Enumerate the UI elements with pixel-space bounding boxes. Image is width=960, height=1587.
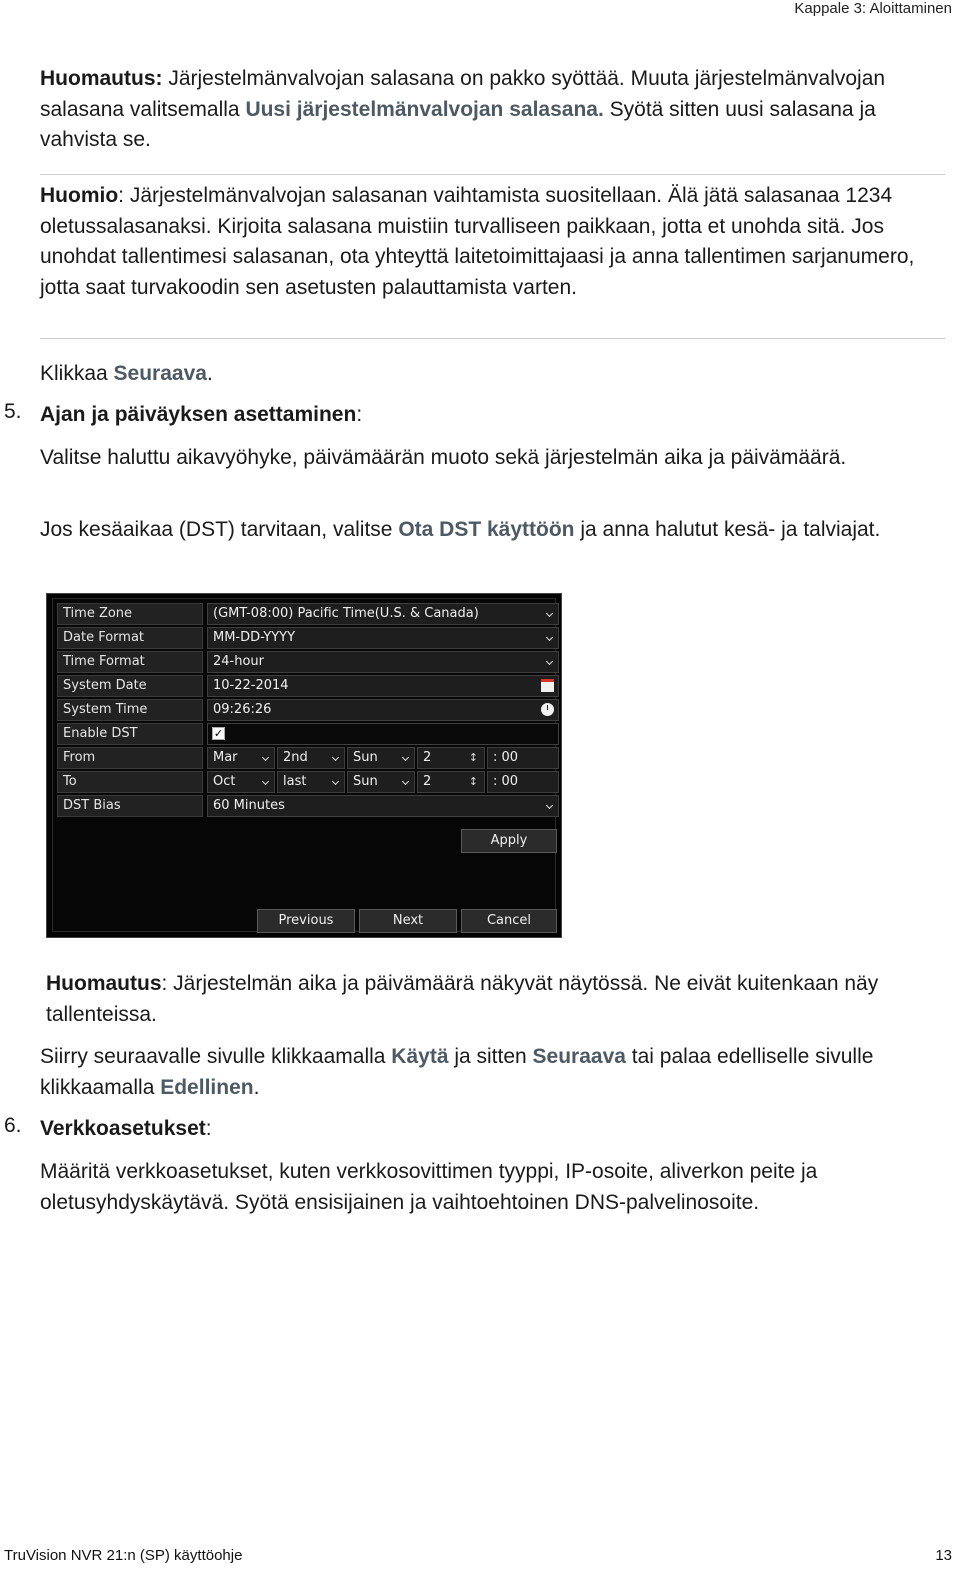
enable-dst-checkbox[interactable]: ✓ [213, 727, 224, 740]
cancel-button[interactable]: Cancel [461, 909, 557, 933]
new-admin-password-link: Uusi järjestelmänvalvojan salasana. [245, 97, 604, 121]
system-date-input[interactable]: 10-22-2014 [207, 675, 559, 697]
dst-from-label: From [57, 747, 203, 769]
step-6-description: Määritä verkkoasetukset, kuten verkkosovittimen tyyppi, IP-osoite, aliverkon peite ja oletusyhdyskäytävä. Syötä ensisijainen ja vaihtoehtoinen DNS-palvelinosoite. [40, 1160, 818, 1214]
step-5-dst-instruction: Jos kesäaikaa (DST) tarvitaan, valitse Ota DST käyttöön ja anna halutut kesä- ja talviajat. [40, 518, 881, 541]
clock-icon[interactable] [541, 703, 554, 716]
time-zone-label: Time Zone [57, 603, 203, 625]
dst-bias-select[interactable]: 60 Minutes [207, 795, 559, 817]
from-minute-field[interactable]: : 00 [487, 747, 559, 769]
previous-button[interactable]: Previous [257, 909, 355, 933]
system-time-note: Huomautus: Järjestelmän aika ja päivämäärä näkyvät näytössä. Ne eivät kuitenkaan näy tallenteissa. [46, 972, 879, 1026]
admin-password-note: Huomautus: Järjestelmänvalvojan salasana on pakko syöttää. Muuta järjestelmänvalvojan salasana valitsemalla Uusi järjestelmänvalvojan salasana. Syötä sitten uusi salasana ja vahvista se. [40, 67, 886, 151]
caution-top-rule [40, 174, 945, 175]
time-format-select[interactable]: 24-hour [207, 651, 559, 673]
date-format-row [57, 627, 561, 649]
step-6-number: 6. [4, 1114, 22, 1137]
caution-box: Huomio: Järjestelmänvalvojan salasanan vaihtamista suositellaan. Älä jätä salasanaa 1234 oletussalasanaksi. Kirjoita salasana muistiin turvalliseen paikkaan, jotta et unohda sitä. Jos unohdat tallentimesi salasanan, ota yhteyttä laitetoimittajaasi ja anna tallentimen sarjanumero, jotta saat turvakoodin sen asetusten palauttamista varten. [40, 184, 915, 299]
date-format-select[interactable]: MM-DD-YYYY [207, 627, 559, 649]
date-format-label: Date Format [57, 627, 203, 649]
time-format-row [57, 651, 561, 673]
chapter-header: Kappale 3: Aloittaminen [794, 0, 952, 17]
from-hour-stepper[interactable]: 2 ↕ [417, 747, 485, 769]
step-5-title: Ajan ja päiväyksen asettaminen: [40, 403, 363, 426]
system-date-row [57, 675, 561, 697]
enable-dst-label: Enable DST [57, 723, 203, 745]
system-time-row [57, 699, 561, 721]
caution-label: Huomio [40, 184, 119, 207]
to-hour-stepper[interactable]: 2 ↕ [417, 771, 485, 793]
step-5-description: Valitse haluttu aikavyöhyke, päivämäärän muoto sekä järjestelmän aika ja päivämäärä. [40, 446, 847, 469]
time-format-label: Time Format [57, 651, 203, 673]
dst-to-label: To [57, 771, 203, 793]
system-time-input[interactable]: 09:26:26 [207, 699, 559, 721]
to-month-select[interactable]: Oct [207, 771, 275, 793]
system-time-label: System Time [57, 699, 203, 721]
note-label: Huomautus [46, 972, 162, 995]
note-label: Huomautus: [40, 67, 163, 90]
time-zone-select[interactable]: (GMT-08:00) Pacific Time(U.S. & Canada) [207, 603, 559, 625]
system-date-label: System Date [57, 675, 203, 697]
from-week-select[interactable]: 2nd [277, 747, 345, 769]
dst-bias-row [57, 795, 561, 817]
apply-button[interactable]: Apply [461, 829, 557, 853]
to-minute-field[interactable]: : 00 [487, 771, 559, 793]
from-month-select[interactable]: Mar [207, 747, 275, 769]
page-number: 13 [935, 1547, 952, 1564]
page-footer [4, 1547, 952, 1564]
time-date-settings-screenshot [46, 593, 562, 938]
caution-bottom-rule [40, 338, 945, 339]
step-6-title: Verkkoasetukset: [40, 1117, 212, 1140]
step-5-number: 5. [4, 400, 22, 423]
calendar-icon[interactable] [541, 679, 554, 692]
time-zone-row [57, 603, 561, 625]
from-day-select[interactable]: Sun [347, 747, 415, 769]
dst-from-row [57, 747, 561, 769]
to-day-select[interactable]: Sun [347, 771, 415, 793]
settings-panel [52, 598, 556, 932]
enable-dst-row [57, 723, 561, 745]
to-week-select[interactable]: last [277, 771, 345, 793]
next-button[interactable]: Next [359, 909, 457, 933]
enable-dst-field [207, 723, 559, 745]
dst-bias-label: DST Bias [57, 795, 203, 817]
dst-to-row [57, 771, 561, 793]
manual-title: TruVision NVR 21:n (SP) käyttöohje [4, 1547, 243, 1564]
navigation-instruction: Siirry seuraavalle sivulle klikkaamalla Käytä ja sitten Seuraava tai palaa edelliselle sivulle klikkaamalla Edellinen. [40, 1045, 874, 1099]
click-next-instruction: Klikkaa Seuraava. [40, 362, 213, 385]
